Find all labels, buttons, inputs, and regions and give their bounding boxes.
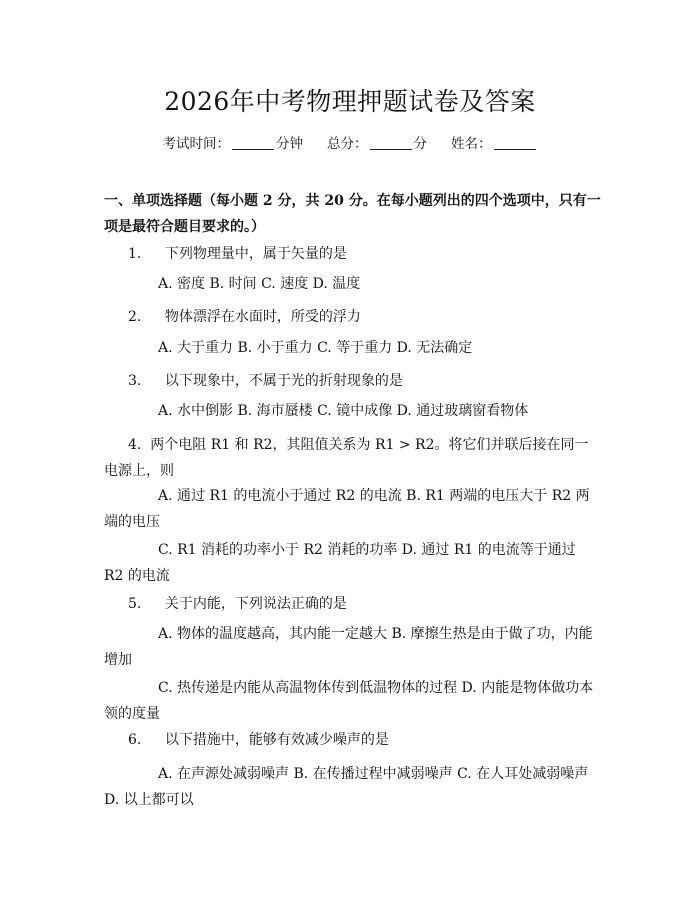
question-options: C. R1 消耗的功率小于 R2 消耗的功率 D. 通过 R1 的电流等于通过 R2 的电流 xyxy=(104,542,576,584)
time-label: 考试时间： xyxy=(162,136,230,152)
question-text: 下列物理量中，属于矢量的是 xyxy=(164,246,347,262)
name-blank xyxy=(494,137,536,150)
question-stem xyxy=(104,727,594,753)
question-options: C. 热传递是内能从高温物体传到低温物体的过程 D. 内能是物体做功本领的度量 xyxy=(104,680,594,722)
question-text: 以下现象中，不属于光的折射现象的是 xyxy=(164,373,403,389)
question-stem xyxy=(104,241,594,267)
question-stem xyxy=(104,432,594,484)
question-stem xyxy=(104,368,594,394)
question-number: 6. xyxy=(128,732,142,748)
exam-meta xyxy=(0,132,700,152)
time-unit: 分钟 xyxy=(276,136,303,152)
question-options: A. 通过 R1 的电流小于通过 R2 的电流 B. R1 两端的电压大于 R2 两端的电压 xyxy=(104,488,590,530)
question-stem xyxy=(104,591,594,617)
question-text: 两个电阻 R1 和 R2，其阻值关系为 R1 > R2。将它们并联后接在同一电源上，则 xyxy=(104,437,589,479)
section-heading: 一、单项选择题（每小题 2 分，共 20 分。在每小题列出的四个选项中，只有一项是最符合题目要求的。） xyxy=(104,193,601,235)
question-text: 关于内能，下列说法正确的是 xyxy=(164,596,347,612)
name-label: 姓名： xyxy=(451,136,492,152)
question-number: 5. xyxy=(128,596,142,612)
question-options: A. 物体的温度越高，其内能一定越大 B. 摩擦生热是由于做了功，内能增加 xyxy=(104,626,593,668)
question-options: A. 在声源处减弱噪声 B. 在传播过程中减弱噪声 C. 在人耳处减弱噪声 D. 以上都可以 xyxy=(104,766,589,808)
score-label: 总分： xyxy=(327,136,368,152)
question-stem xyxy=(104,304,594,330)
question-text: 以下措施中，能够有效减少噪声的是 xyxy=(164,732,389,748)
question-options: A. 水中倒影 B. 海市蜃楼 C. 镜中成像 D. 通过玻璃窗看物体 xyxy=(158,403,529,419)
question-number: 3. xyxy=(128,373,142,389)
question-text: 物体漂浮在水面时，所受的浮力 xyxy=(164,309,361,325)
question-options: A. 大于重力 B. 小于重力 C. 等于重力 D. 无法确定 xyxy=(158,340,473,356)
question-number: 2. xyxy=(128,309,142,325)
page-title: 2026年中考物理押题试卷及答案 xyxy=(164,87,536,116)
time-blank xyxy=(232,137,274,150)
question-number: 1. xyxy=(128,246,142,262)
question-number: 4. xyxy=(128,437,142,453)
question-options: A. 密度 B. 时间 C. 速度 D. 温度 xyxy=(158,276,361,292)
score-blank xyxy=(370,137,412,150)
score-unit: 分 xyxy=(413,136,427,152)
